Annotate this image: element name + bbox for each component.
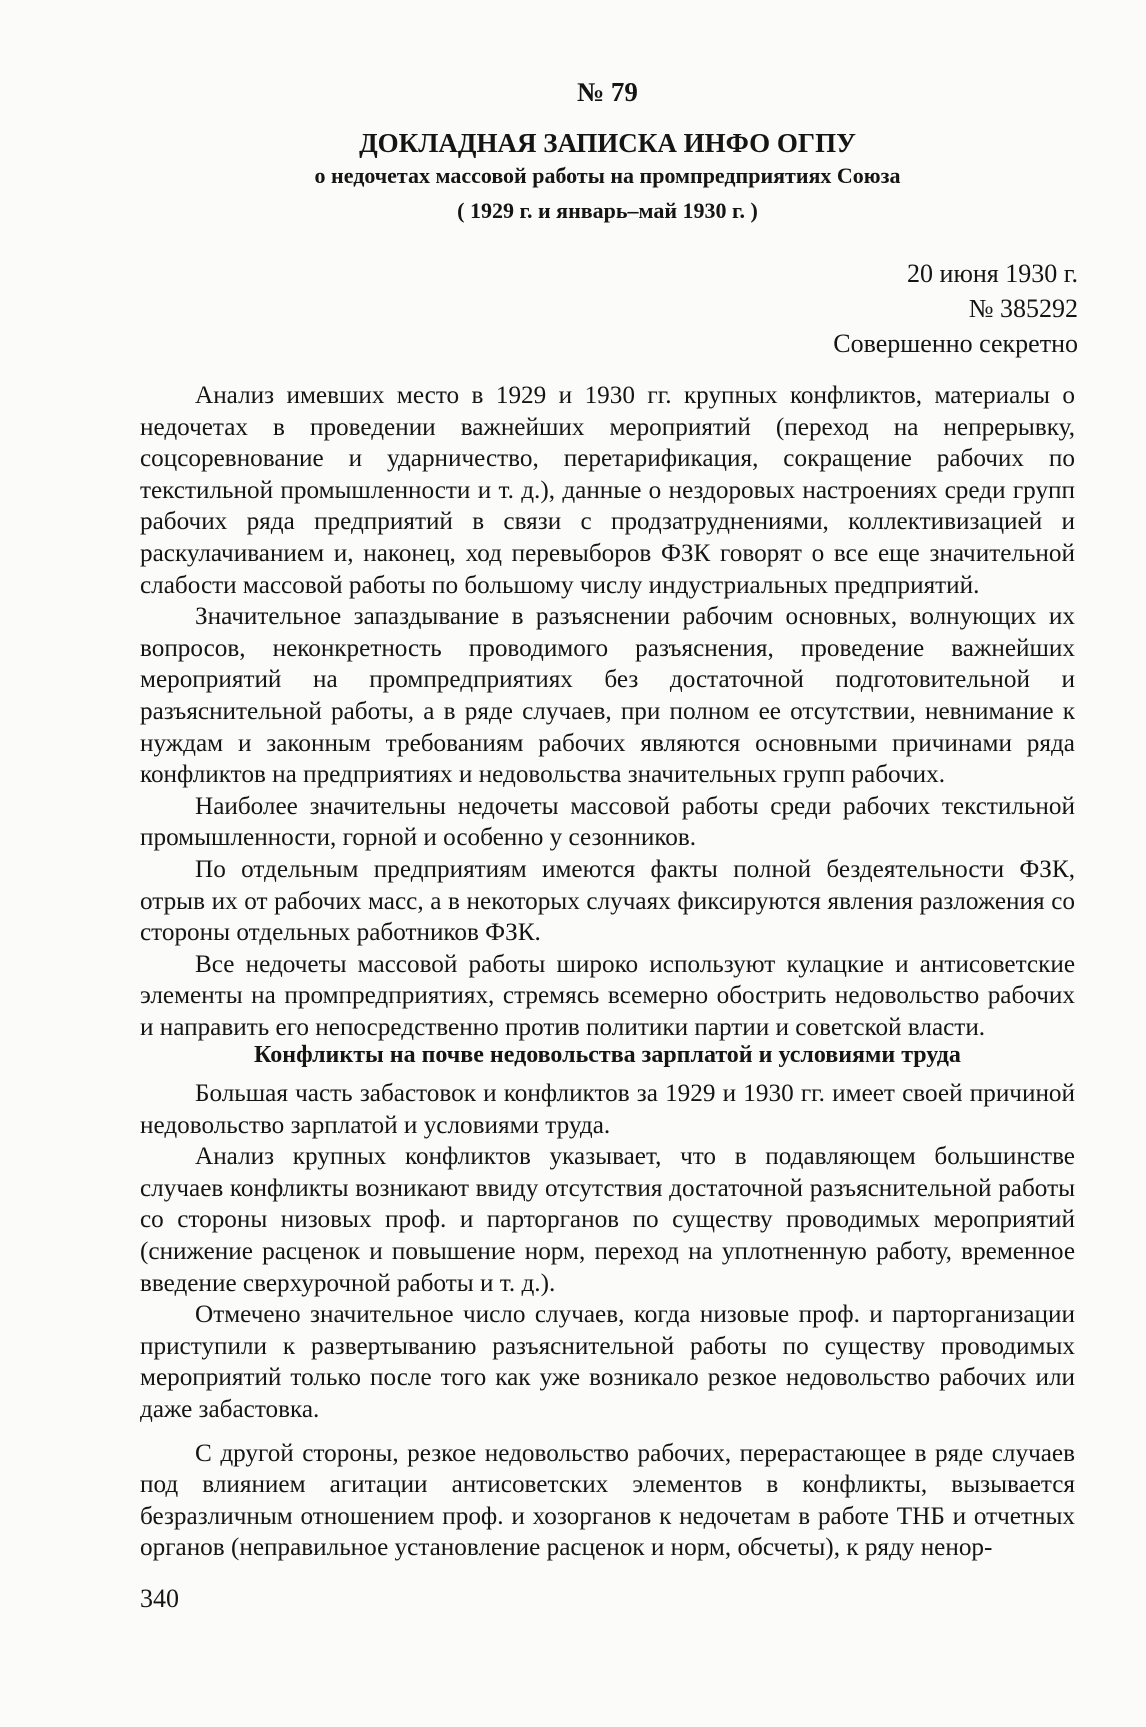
document-number: № 79 xyxy=(577,77,638,107)
paragraph: Наиболее значительны недочеты массовой работы среди рабочих текстильной промышленности, горной и особенно у сезонников. xyxy=(140,792,1075,852)
section-heading: Конфликты на почве недовольства зарплатой и условиями труда xyxy=(254,1042,961,1068)
document-meta xyxy=(600,256,1078,361)
intro-section xyxy=(140,380,1075,1043)
document-date: 20 июня 1930 г. xyxy=(907,259,1078,288)
document-title: ДОКЛАДНАЯ ЗАПИСКА ИНФО ОГПУ xyxy=(359,128,856,158)
paragraph: По отдельным предприятиям имеются факты полной бездеятельности ФЗК, отрыв их от рабочих масс, а в некоторых случаях фиксируются явления разложения со стороны отдельных работников ФЗК. xyxy=(140,855,1075,947)
paragraph: Большая часть забастовок и конфликтов за 1929 и 1930 гг. имеет своей причиной недовольство зарплатой и условиями труда. xyxy=(140,1080,1075,1139)
document-reg-number: № 385292 xyxy=(968,294,1078,323)
paragraph: Анализ имевших место в 1929 и 1930 гг. крупных конфликтов, материалы о недочетах в проведении важнейших мероприятий (переход на непрерывку, соцсоревнование и ударничество, перетарификация, сокращение рабочих по текстильной промышленности и т. д.), данные о нездоровых настроениях среди групп рабочих ряда предприятий в связи с продзатруднениями, коллективизацией и раскулачиванием и, наконец, ход перевыборов ФЗК говорят о все еще значительной слабости массовой работы по большому числу индустриальных предприятий. xyxy=(140,382,1075,599)
paragraph: Анализ крупных конфликтов указывает, что в подавляющем большинстве случаев конфликты возникают ввиду отсутствия достаточной разъяснительной работы со стороны низовых проф. и парторганов по существу проводимых мероприятий (снижение расценок и повышение норм, переход на уплотненную работу, временное введение сверхурочной работы и т. д.). xyxy=(140,1143,1075,1297)
document-period: ( 1929 г. и январь–май 1930 г. ) xyxy=(457,198,758,223)
document-classification: Совершенно секретно xyxy=(833,329,1078,358)
document-subtitle: о недочетах массовой работы на промпредприятиях Союза xyxy=(314,163,901,188)
paragraph: Значительное запаздывание в разъяснении рабочим основных, волнующих их вопросов, неконкретность проводимого разъяснения, проведение важнейших мероприятий на промпредприятиях без достаточной подготовительной и разъяснительной работы, а в ряде случаев, при полном ее отсутствии, невнимание к нуждам и законным требованиям рабочих являются основными причинами ряда конфликтов на предприятиях и недовольства значительных групп рабочих. xyxy=(140,603,1075,789)
conflicts-section xyxy=(140,1078,1075,1564)
paragraph: С другой стороны, резкое недовольство рабочих, перерастающее в ряде случаев под влиянием агитации антисоветских элементов в конфликты, вызывается безразличным отношением проф. и хозорганов к недочетам в работе ТНБ и отчетных органов (неправильное установление расценок и норм, обсчеты), к ряду ненор- xyxy=(140,1439,1075,1562)
paragraph: Отмечено значительное число случаев, когда низовые проф. и парторганизации приступили к развертыванию разъяснительной работы по существу проводимых мероприятий только после того как уже возникало резкое недовольство рабочих или даже забастовка. xyxy=(140,1301,1075,1423)
paragraph: Все недочеты массовой работы широко используют кулацкие и антисоветские элементы на промпредприятиях, стремясь всемерно обострить недовольство рабочих и направить его непосредственно против политики партии и советской власти. xyxy=(140,950,1075,1041)
page-number: 340 xyxy=(140,1584,179,1613)
